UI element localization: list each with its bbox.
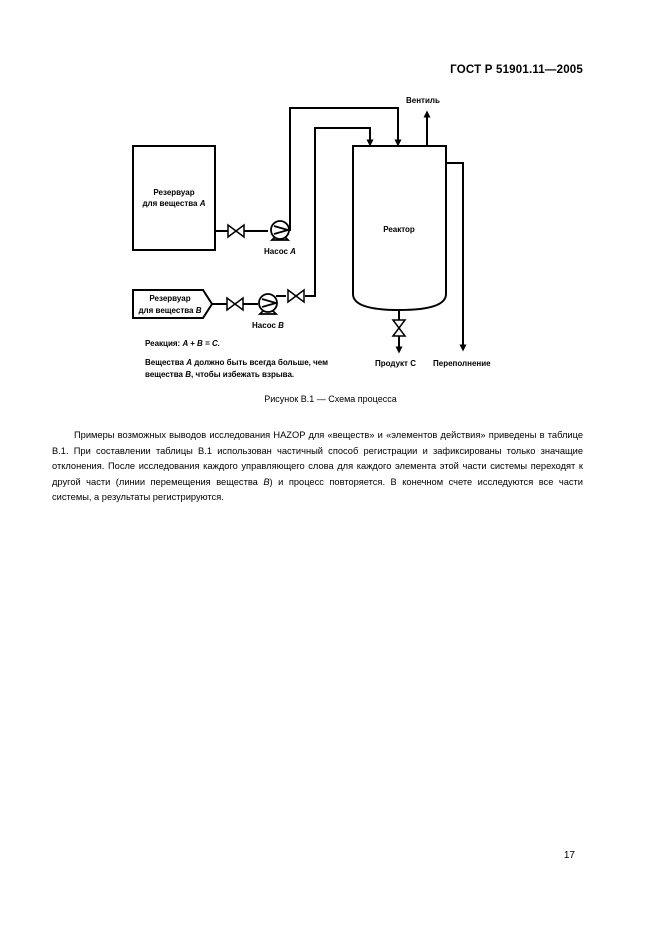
product-label: Продукт C — [375, 359, 416, 368]
pump-a-icon — [271, 221, 289, 240]
document-header: ГОСТ Р 51901.11—2005 — [450, 64, 583, 76]
pipeline-a — [215, 108, 398, 231]
tank-a-label-line1: Резервуар — [153, 188, 195, 197]
pump-a-label: Насос A — [264, 247, 296, 256]
body-paragraph: Примеры возможных выводов исследования HAZOP для «веществ» и «элементов действия» приведены в таблице В.1. При составлении таблицы В.1 использован частичный способ регистрации и зафиксированы только значащие отклонения. После исследования каждого управляющего слова для каждого элемента этой части системы переходят к другой части (линии перемещения вещества B) и процесс повторяется. В конечном счете исследуются все части системы, а результаты регистрируются. — [52, 430, 583, 502]
valve-b2-icon — [288, 290, 304, 302]
tank-a-label-line2: для вещества A — [142, 199, 206, 208]
valve-a-icon — [228, 225, 244, 237]
tank-b-label-line1: Резервуар — [149, 294, 191, 303]
reaction-text: Реакция: A + B = C. — [145, 339, 220, 348]
valve-b1-icon — [227, 298, 243, 310]
note-line-1: Вещества A должно быть всегда больше, чем — [145, 358, 328, 367]
tank-a — [133, 146, 215, 250]
vent-label: Вентиль — [406, 96, 440, 105]
pump-b-icon — [259, 294, 277, 314]
page-number: 17 — [563, 850, 575, 861]
note-line-2: вещества B, чтобы избежать взрыва. — [145, 370, 295, 379]
tank-b-label-line2: для вещества B — [138, 306, 202, 315]
figure-caption: Рисунок В.1 — Схема процесса — [264, 394, 397, 404]
reactor-label: Реактор — [383, 225, 415, 234]
overflow-line — [446, 163, 463, 348]
product-valve-icon — [393, 320, 405, 336]
pump-b-label: Насос B — [252, 321, 284, 330]
process-diagram — [0, 0, 661, 400]
overflow-label: Переполнение — [433, 359, 491, 368]
